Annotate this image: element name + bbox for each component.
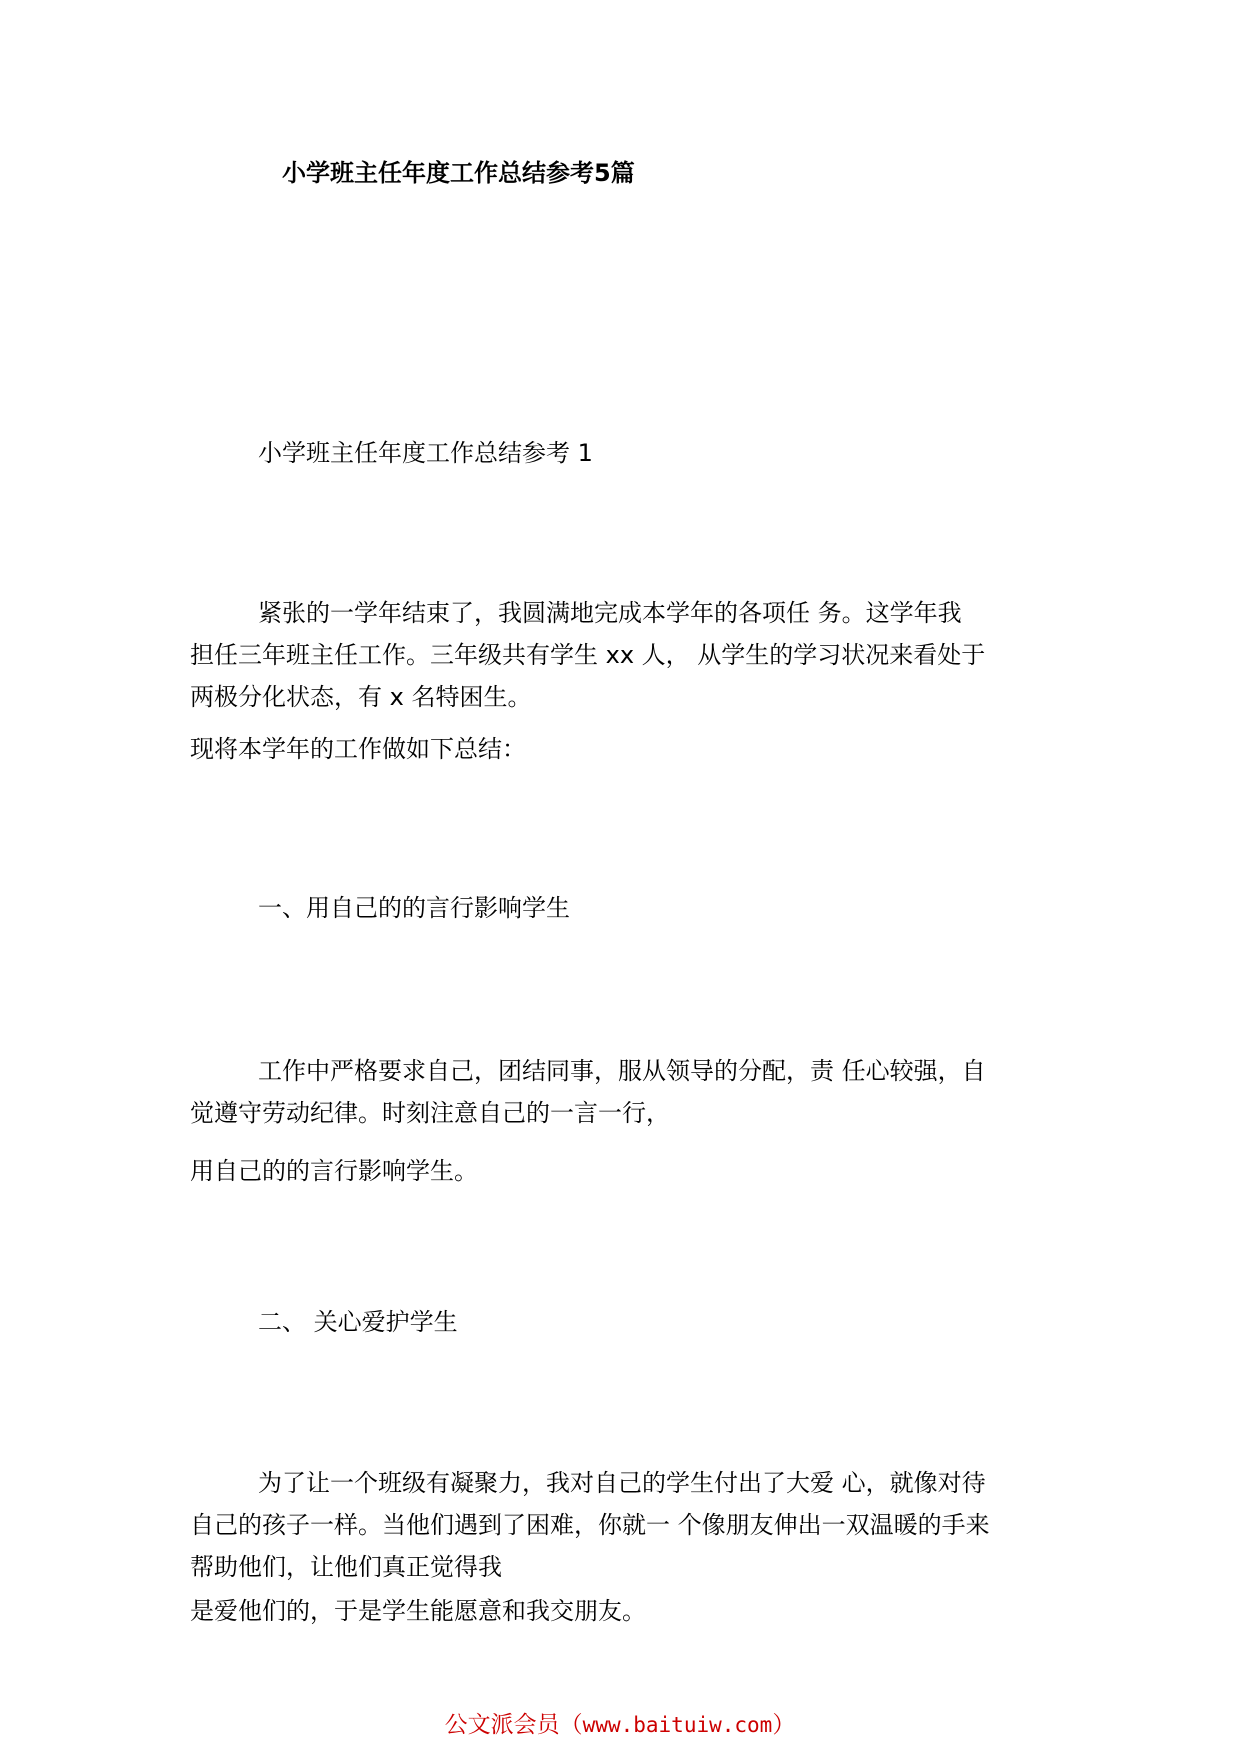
document-subtitle: 小学班主任年度工作总结参考 1	[258, 439, 593, 467]
section1-line-2: 觉遵守劳动纪律。时刻注意自己的一言一行，	[190, 1099, 670, 1127]
section1-heading: 一、用自己的的言行影响学生	[258, 894, 570, 922]
section1-closing: 用自己的的言行影响学生。	[190, 1157, 478, 1185]
section2-closing: 是爱他们的，于是学生能愿意和我交朋友。	[190, 1597, 646, 1625]
section2-line-1: 为了让一个班级有凝聚力，我对自己的学生付出了大爱 心，就像对待	[258, 1469, 986, 1497]
intro-paragraph	[190, 592, 1050, 718]
footer-brand: 公文派会员（	[444, 1712, 583, 1738]
intro-line-3: 两极分化状态，有 x 名特困生。	[190, 683, 532, 711]
document-title: 小学班主任年度工作总结参考5篇	[282, 159, 635, 187]
intro-line-2: 担任三年班主任工作。三年级共有学生 xx 人， 从学生的学习状况来看处于	[190, 641, 986, 669]
section1-paragraph	[190, 1050, 1050, 1134]
intro-summary: 现将本学年的工作做如下总结：	[190, 735, 526, 763]
section2-heading: 二、 关心爱护学生	[258, 1308, 458, 1336]
footer-watermark	[0, 1710, 1240, 1740]
footer-site-link[interactable]: www.baituiw.com	[582, 1713, 773, 1737]
section2-paragraph	[190, 1462, 1050, 1588]
footer-close: ）	[772, 1712, 796, 1738]
section1-line-1: 工作中严格要求自己，团结同事，服从领导的分配，责 任心较强，自	[258, 1057, 986, 1085]
section2-line-3: 帮助他们，让他们真正觉得我	[190, 1553, 502, 1581]
intro-line-1: 紧张的一学年结束了，我圆满地完成本学年的各项任 务。这学年我	[258, 599, 962, 627]
section2-line-2: 自己的孩子一样。当他们遇到了困难，你就一 个像朋友伸出一双温暖的手来	[190, 1511, 990, 1539]
